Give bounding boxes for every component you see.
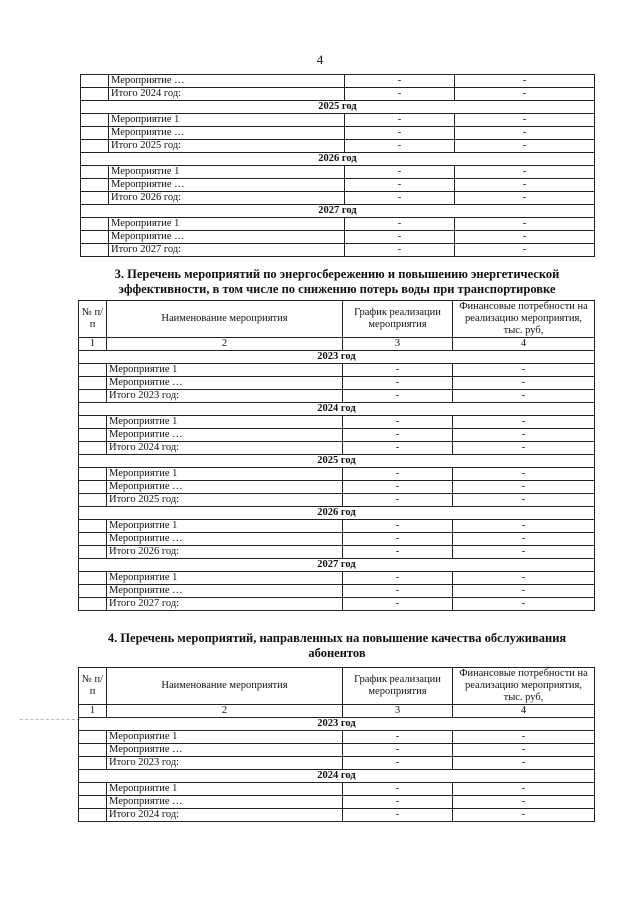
year-label: 2026 год [79, 507, 595, 520]
schedule-cell: - [345, 231, 455, 244]
table-row [79, 481, 595, 494]
table-row [79, 783, 595, 796]
finance-cell: - [455, 192, 595, 205]
schedule-cell: - [343, 468, 453, 481]
row-number-cell [79, 731, 107, 744]
row-number-cell [79, 442, 107, 455]
finance-cell: - [453, 546, 595, 559]
year-row [79, 403, 595, 416]
table-row [81, 166, 595, 179]
schedule-cell: - [345, 140, 455, 153]
activity-name: Мероприятие … [107, 481, 343, 494]
total-label: Итого 2025 год: [109, 140, 345, 153]
total-label: Итого 2026 год: [107, 546, 343, 559]
total-row [79, 546, 595, 559]
schedule-cell: - [343, 744, 453, 757]
row-number-cell [79, 783, 107, 796]
table-row [79, 416, 595, 429]
finance-cell: - [453, 416, 595, 429]
schedule-cell: - [343, 783, 453, 796]
year-label: 2025 год [81, 101, 595, 114]
finance-cell: - [453, 572, 595, 585]
total-label: Итого 2025 год: [107, 494, 343, 507]
schedule-cell: - [343, 520, 453, 533]
finance-cell: - [455, 244, 595, 257]
activity-name: Мероприятие 1 [109, 166, 345, 179]
activity-name: Мероприятие … [107, 377, 343, 390]
row-number-cell [79, 494, 107, 507]
row-number-cell [79, 572, 107, 585]
schedule-cell: - [343, 390, 453, 403]
table-row [79, 796, 595, 809]
table-row [79, 520, 595, 533]
finance-cell: - [455, 179, 595, 192]
table-row [81, 231, 595, 244]
row-number-cell [79, 416, 107, 429]
row-number-cell [79, 364, 107, 377]
schedule-cell: - [343, 757, 453, 770]
schedule-cell: - [345, 88, 455, 101]
finance-cell: - [453, 533, 595, 546]
schedule-cell: - [343, 494, 453, 507]
schedule-cell: - [345, 127, 455, 140]
section-3-title-line-2: эффективности, в том числе по снижению потерь воды при транспортировке [118, 282, 556, 296]
year-row [81, 153, 595, 166]
column-number-row [79, 705, 595, 718]
section-3-title-line-1: 3. Перечень мероприятий по энергосбережению и повышению энергетической [114, 267, 560, 281]
activity-name: Мероприятие 1 [107, 572, 343, 585]
row-number-cell [79, 585, 107, 598]
activity-name: Мероприятие 1 [109, 114, 345, 127]
activity-name: Мероприятие … [109, 179, 345, 192]
total-row [79, 390, 595, 403]
table-row [81, 75, 595, 88]
finance-cell: - [453, 757, 595, 770]
table-row [79, 585, 595, 598]
section-4-title-line-1: 4. Перечень мероприятий, направленных на повышение качества обслуживания [107, 631, 567, 645]
schedule-cell: - [343, 585, 453, 598]
scan-artifact-line [20, 719, 80, 720]
row-number-cell [81, 75, 109, 88]
row-number-cell [79, 390, 107, 403]
finance-cell: - [455, 114, 595, 127]
continuation-table [80, 74, 595, 257]
finance-cell: - [453, 494, 595, 507]
row-number-cell [79, 520, 107, 533]
table-row [81, 218, 595, 231]
section-4-table [78, 667, 595, 822]
finance-cell: - [453, 377, 595, 390]
activity-name: Мероприятие 1 [107, 468, 343, 481]
finance-cell: - [453, 585, 595, 598]
finance-cell: - [455, 88, 595, 101]
finance-cell: - [455, 231, 595, 244]
activity-name: Мероприятие … [109, 231, 345, 244]
table-row [79, 377, 595, 390]
total-label: Итого 2027 год: [109, 244, 345, 257]
schedule-cell: - [343, 796, 453, 809]
row-number-cell [79, 744, 107, 757]
year-row [81, 101, 595, 114]
activity-name: Мероприятие 1 [107, 520, 343, 533]
schedule-cell: - [343, 546, 453, 559]
row-number-cell [81, 192, 109, 205]
finance-cell: - [453, 598, 595, 611]
total-row [81, 88, 595, 101]
row-number-cell [79, 757, 107, 770]
row-number-cell [81, 166, 109, 179]
schedule-cell: - [343, 377, 453, 390]
activity-name: Мероприятие … [109, 75, 345, 88]
table-row [79, 468, 595, 481]
row-number-cell [81, 88, 109, 101]
row-number-cell [79, 796, 107, 809]
total-row [79, 809, 595, 822]
total-label: Итого 2027 год: [107, 598, 343, 611]
row-number-cell [81, 179, 109, 192]
year-label: 2027 год [81, 205, 595, 218]
finance-cell: - [453, 731, 595, 744]
page-number: 4 [316, 52, 324, 67]
activity-name: Мероприятие … [107, 533, 343, 546]
table-row [81, 114, 595, 127]
finance-cell: - [453, 520, 595, 533]
section-4-title-line-2: абонентов [308, 646, 366, 660]
header-name: Наименование мероприятия [107, 668, 343, 705]
table-row [81, 127, 595, 140]
column-number: 1 [79, 705, 107, 718]
schedule-cell: - [343, 442, 453, 455]
activity-name: Мероприятие 1 [107, 364, 343, 377]
total-row [81, 192, 595, 205]
row-number-cell [81, 218, 109, 231]
row-number-cell [79, 809, 107, 822]
column-number: 4 [453, 705, 595, 718]
header-finance: Финансовые потребности на реализацию мероприятия, тыс. руб, [453, 301, 595, 338]
total-row [81, 244, 595, 257]
total-label: Итого 2023 год: [107, 390, 343, 403]
total-row [79, 757, 595, 770]
year-label: 2024 год [79, 403, 595, 416]
year-row [79, 559, 595, 572]
year-row [79, 770, 595, 783]
schedule-cell: - [345, 166, 455, 179]
header-schedule: График реализации мероприятия [343, 668, 453, 705]
activity-name: Мероприятие … [107, 796, 343, 809]
finance-cell: - [453, 481, 595, 494]
schedule-cell: - [343, 533, 453, 546]
year-row [79, 351, 595, 364]
header-row [79, 668, 595, 705]
header-schedule: График реализации мероприятия [343, 301, 453, 338]
table-row [79, 731, 595, 744]
schedule-cell: - [345, 114, 455, 127]
total-label: Итого 2024 год: [109, 88, 345, 101]
row-number-cell [79, 481, 107, 494]
finance-cell: - [453, 468, 595, 481]
schedule-cell: - [345, 218, 455, 231]
table-row [79, 533, 595, 546]
finance-cell: - [455, 166, 595, 179]
section-3-table [78, 300, 595, 611]
activity-name: Мероприятие 1 [107, 416, 343, 429]
table-row [81, 179, 595, 192]
row-number-cell [79, 468, 107, 481]
finance-cell: - [453, 442, 595, 455]
schedule-cell: - [343, 598, 453, 611]
activity-name: Мероприятие 1 [107, 731, 343, 744]
finance-cell: - [453, 783, 595, 796]
year-label: 2024 год [79, 770, 595, 783]
section-3-title [80, 267, 594, 297]
finance-cell: - [453, 809, 595, 822]
finance-cell: - [453, 429, 595, 442]
row-number-cell [79, 429, 107, 442]
total-label: Итого 2024 год: [107, 809, 343, 822]
total-label: Итого 2024 год: [107, 442, 343, 455]
row-number-cell [81, 140, 109, 153]
year-row [79, 718, 595, 731]
schedule-cell: - [343, 481, 453, 494]
column-number: 2 [107, 705, 343, 718]
column-number: 4 [453, 338, 595, 351]
activity-name: Мероприятие … [109, 127, 345, 140]
activity-name: Мероприятие … [107, 429, 343, 442]
finance-cell: - [455, 218, 595, 231]
schedule-cell: - [345, 192, 455, 205]
column-number: 3 [343, 705, 453, 718]
table-row [79, 364, 595, 377]
row-number-cell [79, 598, 107, 611]
schedule-cell: - [345, 179, 455, 192]
column-number-row [79, 338, 595, 351]
header-name: Наименование мероприятия [107, 301, 343, 338]
row-number-cell [81, 231, 109, 244]
year-row [79, 507, 595, 520]
table-row [79, 744, 595, 757]
total-row [81, 140, 595, 153]
year-label: 2026 год [81, 153, 595, 166]
year-label: 2023 год [79, 718, 595, 731]
header-no: № п/п [79, 668, 107, 705]
column-number: 3 [343, 338, 453, 351]
row-number-cell [79, 533, 107, 546]
section-4-title [80, 631, 594, 661]
finance-cell: - [455, 140, 595, 153]
total-row [79, 442, 595, 455]
row-number-cell [81, 114, 109, 127]
schedule-cell: - [343, 416, 453, 429]
year-row [79, 455, 595, 468]
total-label: Итого 2026 год: [109, 192, 345, 205]
header-row [79, 301, 595, 338]
table-row [79, 429, 595, 442]
table-row [79, 572, 595, 585]
year-label: 2023 год [79, 351, 595, 364]
schedule-cell: - [343, 429, 453, 442]
schedule-cell: - [343, 731, 453, 744]
finance-cell: - [453, 364, 595, 377]
activity-name: Мероприятие 1 [107, 783, 343, 796]
schedule-cell: - [343, 809, 453, 822]
activity-name: Мероприятие … [107, 744, 343, 757]
activity-name: Мероприятие … [107, 585, 343, 598]
year-label: 2025 год [79, 455, 595, 468]
column-number: 1 [79, 338, 107, 351]
year-label: 2027 год [79, 559, 595, 572]
row-number-cell [79, 377, 107, 390]
finance-cell: - [455, 75, 595, 88]
header-no: № п/п [79, 301, 107, 338]
schedule-cell: - [345, 244, 455, 257]
schedule-cell: - [343, 364, 453, 377]
total-row [79, 598, 595, 611]
row-number-cell [81, 127, 109, 140]
activity-name: Мероприятие 1 [109, 218, 345, 231]
year-row [81, 205, 595, 218]
finance-cell: - [453, 744, 595, 757]
total-label: Итого 2023 год: [107, 757, 343, 770]
row-number-cell [79, 546, 107, 559]
column-number: 2 [107, 338, 343, 351]
finance-cell: - [455, 127, 595, 140]
header-finance: Финансовые потребности на реализацию мероприятия, тыс. руб, [453, 668, 595, 705]
schedule-cell: - [343, 572, 453, 585]
finance-cell: - [453, 390, 595, 403]
row-number-cell [81, 244, 109, 257]
schedule-cell: - [345, 75, 455, 88]
total-row [79, 494, 595, 507]
finance-cell: - [453, 796, 595, 809]
